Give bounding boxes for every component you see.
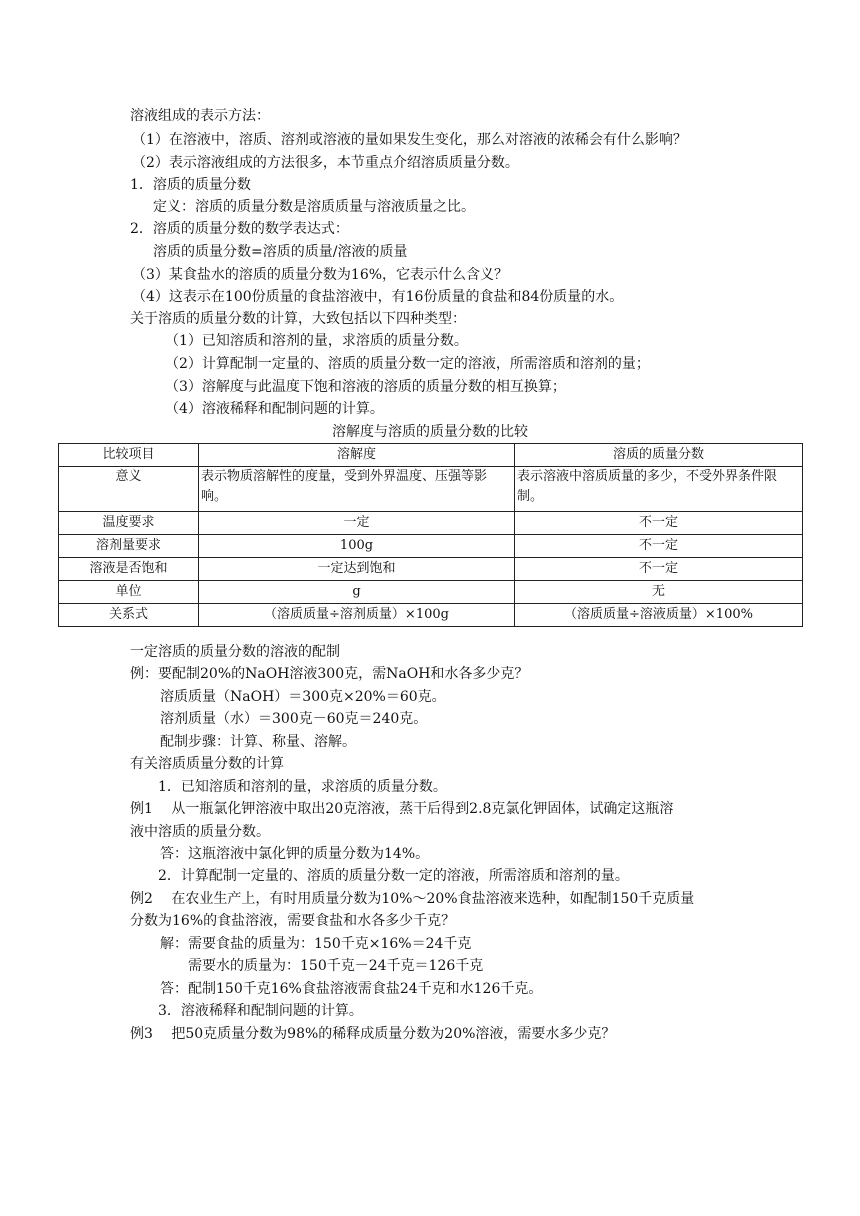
header-mass-fraction: 溶质的质量分数 xyxy=(515,444,803,467)
table-row xyxy=(59,512,803,535)
calc-type-2-title: 2．计算配制一定量的、溶质的质量分数一定的溶液，所需溶质和溶剂的量。 xyxy=(158,868,629,884)
prep-solute: 溶质质量（NaOH）＝300克×20%＝60克。 xyxy=(160,689,446,705)
table-header-row xyxy=(59,444,803,467)
table-cell: 表示物质溶解性的度量，受到外界温度、压强等影响。 xyxy=(199,467,515,512)
type-4: （4）溶液稀释和配制问题的计算。 xyxy=(165,401,384,417)
row-label: 关系式 xyxy=(59,604,199,627)
prep-solvent: 溶剂质量（水）＝300克－60克＝240克。 xyxy=(160,711,428,727)
table-cell: （溶质质量÷溶液质量）×100% xyxy=(515,604,803,627)
table-cell: 100g xyxy=(199,535,515,558)
table-cell: 不一定 xyxy=(515,558,803,581)
prep-example: 例：要配制20%的NaOH溶液300克，需NaOH和水各多少克？ xyxy=(130,666,529,682)
row-label: 溶液是否饱和 xyxy=(59,558,199,581)
question-2: （2）表示溶液组成的方法很多，本节重点介绍溶质质量分数。 xyxy=(132,155,519,171)
prep-steps: 配制步骤：计算、称量、溶解。 xyxy=(160,734,356,750)
table-cell: 不一定 xyxy=(515,535,803,558)
calc-type-1-title: 1．已知溶质和溶剂的量，求溶质的质量分数。 xyxy=(158,779,447,795)
subsection-1-title: 1．溶质的质量分数 xyxy=(130,177,251,193)
row-label: 单位 xyxy=(59,581,199,604)
example-1-line-1: 例1 从一瓶氯化钾溶液中取出20克溶液，蒸干后得到2.8克氯化钾固体，试确定这瓶溶 xyxy=(130,801,674,817)
table-cell: 一定 xyxy=(199,512,515,535)
header-solubility: 溶解度 xyxy=(199,444,515,467)
row-label: 意义 xyxy=(59,467,199,512)
table-caption: 溶解度与溶质的质量分数的比较 xyxy=(332,424,528,440)
example-1-answer: 答：这瓶溶液中氯化钾的质量分数为14%。 xyxy=(160,846,430,862)
example-2-solution-1: 解：需要食盐的质量为：150千克×16%＝24千克 xyxy=(160,936,472,952)
header-item: 比较项目 xyxy=(59,444,199,467)
type-3: （3）溶解度与此温度下饱和溶液的溶质的质量分数的相互换算； xyxy=(165,379,566,395)
example-1-line-2: 液中溶质的质量分数。 xyxy=(130,824,270,840)
table-row xyxy=(59,558,803,581)
formula-text: 溶质的质量分数=溶质的质量/溶液的质量 xyxy=(153,244,408,260)
table-cell: 一定达到饱和 xyxy=(199,558,515,581)
type-2: （2）计算配制一定量的、溶质的质量分数一定的溶液，所需溶质和溶剂的量； xyxy=(165,356,650,372)
example-2-line-1: 例2 在农业生产上，有时用质量分数为10%～20%食盐溶液来选种，如配制150千克质量 xyxy=(130,891,695,907)
comparison-table xyxy=(58,443,803,627)
table-cell: g xyxy=(199,581,515,604)
table-row xyxy=(59,581,803,604)
table-cell: （溶质质量÷溶剂质量）×100g xyxy=(199,604,515,627)
example-2-answer: 答：配制150千克16%食盐溶液需食盐24千克和水126千克。 xyxy=(160,981,543,997)
question-1: （1）在溶液中，溶质、溶剂或溶液的量如果发生变化，那么对溶液的浓稀会有什么影响？ xyxy=(132,132,687,148)
row-label: 溶剂量要求 xyxy=(59,535,199,558)
row-label: 温度要求 xyxy=(59,512,199,535)
calc-type-3-title: 3．溶液稀释和配制问题的计算。 xyxy=(158,1003,363,1019)
definition-text: 定义：溶质的质量分数是溶质质量与溶液质量之比。 xyxy=(153,199,475,215)
table-row xyxy=(59,535,803,558)
table-cell: 表示溶液中溶质质量的多少，不受外界条件限制。 xyxy=(515,467,803,512)
section-heading: 溶液组成的表示方法： xyxy=(130,108,270,124)
subsection-2-title: 2．溶质的质量分数的数学表达式： xyxy=(130,221,349,237)
table-cell: 无 xyxy=(515,581,803,604)
prep-title: 一定溶质的质量分数的溶液的配制 xyxy=(130,644,340,660)
example-2-solution-2: 需要水的质量为：150千克－24千克＝126千克 xyxy=(188,958,484,974)
table-row xyxy=(59,467,803,512)
question-3: （3）某食盐水的溶质的质量分数为16%，它表示什么含义？ xyxy=(132,267,509,283)
example-3-line-1: 例3 把50克质量分数为98%的稀释成质量分数为20%溶液，需要水多少克？ xyxy=(130,1026,616,1042)
table-cell: 不一定 xyxy=(515,512,803,535)
type-1: （1）已知溶质和溶剂的量，求溶质的质量分数。 xyxy=(165,333,468,349)
calc-title: 有关溶质质量分数的计算 xyxy=(130,756,284,772)
question-4: （4）这表示在100份质量的食盐溶液中，有16份质量的食盐和84份质量的水。 xyxy=(132,289,624,305)
table-row xyxy=(59,604,803,627)
example-2-line-2: 分数为16%的食盐溶液，需要食盐和水各多少千克？ xyxy=(130,913,456,929)
types-intro: 关于溶质的质量分数的计算，大致包括以下四种类型： xyxy=(130,311,466,327)
